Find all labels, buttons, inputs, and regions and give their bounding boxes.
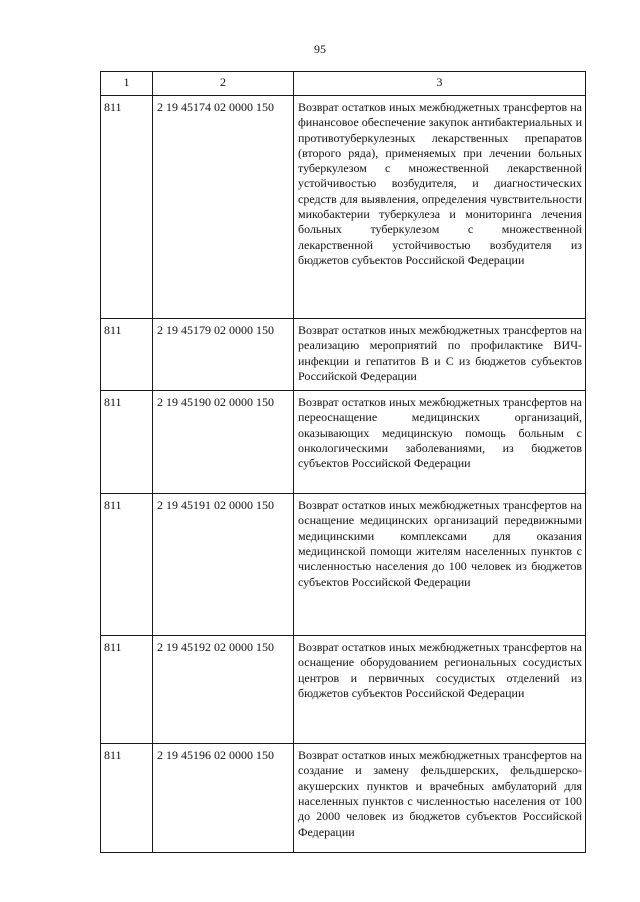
kbk-code-cell: 2 19 45196 02 0000 150 (153, 744, 294, 853)
budget-classification-table (100, 71, 586, 853)
kbk-code-cell: 2 19 45190 02 0000 150 (153, 391, 294, 494)
description-cell: Возврат остатков иных межбюджетных трансфертов на создание и замену фельдшерских, фельдшерско-акушерских пунктов и врачебных амбулаторий для населенных пунктов с численностью населения от 100 до 2000 человек из бюджетов субъектов Российской Федерации (294, 744, 586, 853)
table-row (101, 96, 586, 319)
description-cell: Возврат остатков иных межбюджетных трансфертов на оснащение оборудованием региональных сосудистых центров и первичных сосудистых отделений из бюджетов субъектов Российской Федерации (294, 636, 586, 744)
table-row (101, 636, 586, 744)
kbk-code-cell: 2 19 45192 02 0000 150 (153, 636, 294, 744)
kbk-code-cell: 2 19 45174 02 0000 150 (153, 96, 294, 319)
description-cell: Возврат остатков иных межбюджетных трансфертов на переоснащение медицинских организаций, оказывающих медицинскую помощь больным с онкологическими заболеваниями, из бюджетов субъектов Российской Федерации (294, 391, 586, 494)
description-cell: Возврат остатков иных межбюджетных трансфертов на реализацию мероприятий по профилактике ВИЧ-инфекции и гепатитов В и С из бюджетов субъектов Российской Федерации (294, 319, 586, 391)
page-number: 95 (314, 42, 326, 56)
header-row (101, 72, 586, 96)
admin-code-cell: 811 (101, 494, 153, 636)
admin-code-cell: 811 (101, 636, 153, 744)
admin-code-cell: 811 (101, 744, 153, 853)
column-header-2: 2 (153, 72, 294, 96)
admin-code-cell: 811 (101, 96, 153, 319)
description-cell: Возврат остатков иных межбюджетных трансфертов на оснащение медицинских организаций передвижными медицинскими комплексами для оказания медицинской помощи жителям населенных пунктов с численностью населения до 100 человек из бюджетов субъектов Российской Федерации (294, 494, 586, 636)
column-header-3: 3 (294, 72, 586, 96)
admin-code-cell: 811 (101, 391, 153, 494)
kbk-code-cell: 2 19 45191 02 0000 150 (153, 494, 294, 636)
column-header-1: 1 (101, 72, 153, 96)
table-row (101, 319, 586, 391)
kbk-code-cell: 2 19 45179 02 0000 150 (153, 319, 294, 391)
admin-code-cell: 811 (101, 319, 153, 391)
description-cell: Возврат остатков иных межбюджетных трансфертов на финансовое обеспечение закупок антибактериальных и противотуберкулезных лекарственных препаратов (второго ряда), применяемых при лечении больных туберкулезом с множественной лекарственной устойчивостью возбудителя, и диагностических средств для выявления, определения чувствительности микобактерии туберкулеза и мониторинга лечения больных туберкулезом с множественной лекарственной устойчивостью возбудителя из бюджетов субъектов Российской Федерации (294, 96, 586, 319)
table-row (101, 744, 586, 853)
table-row (101, 391, 586, 494)
table-row (101, 494, 586, 636)
